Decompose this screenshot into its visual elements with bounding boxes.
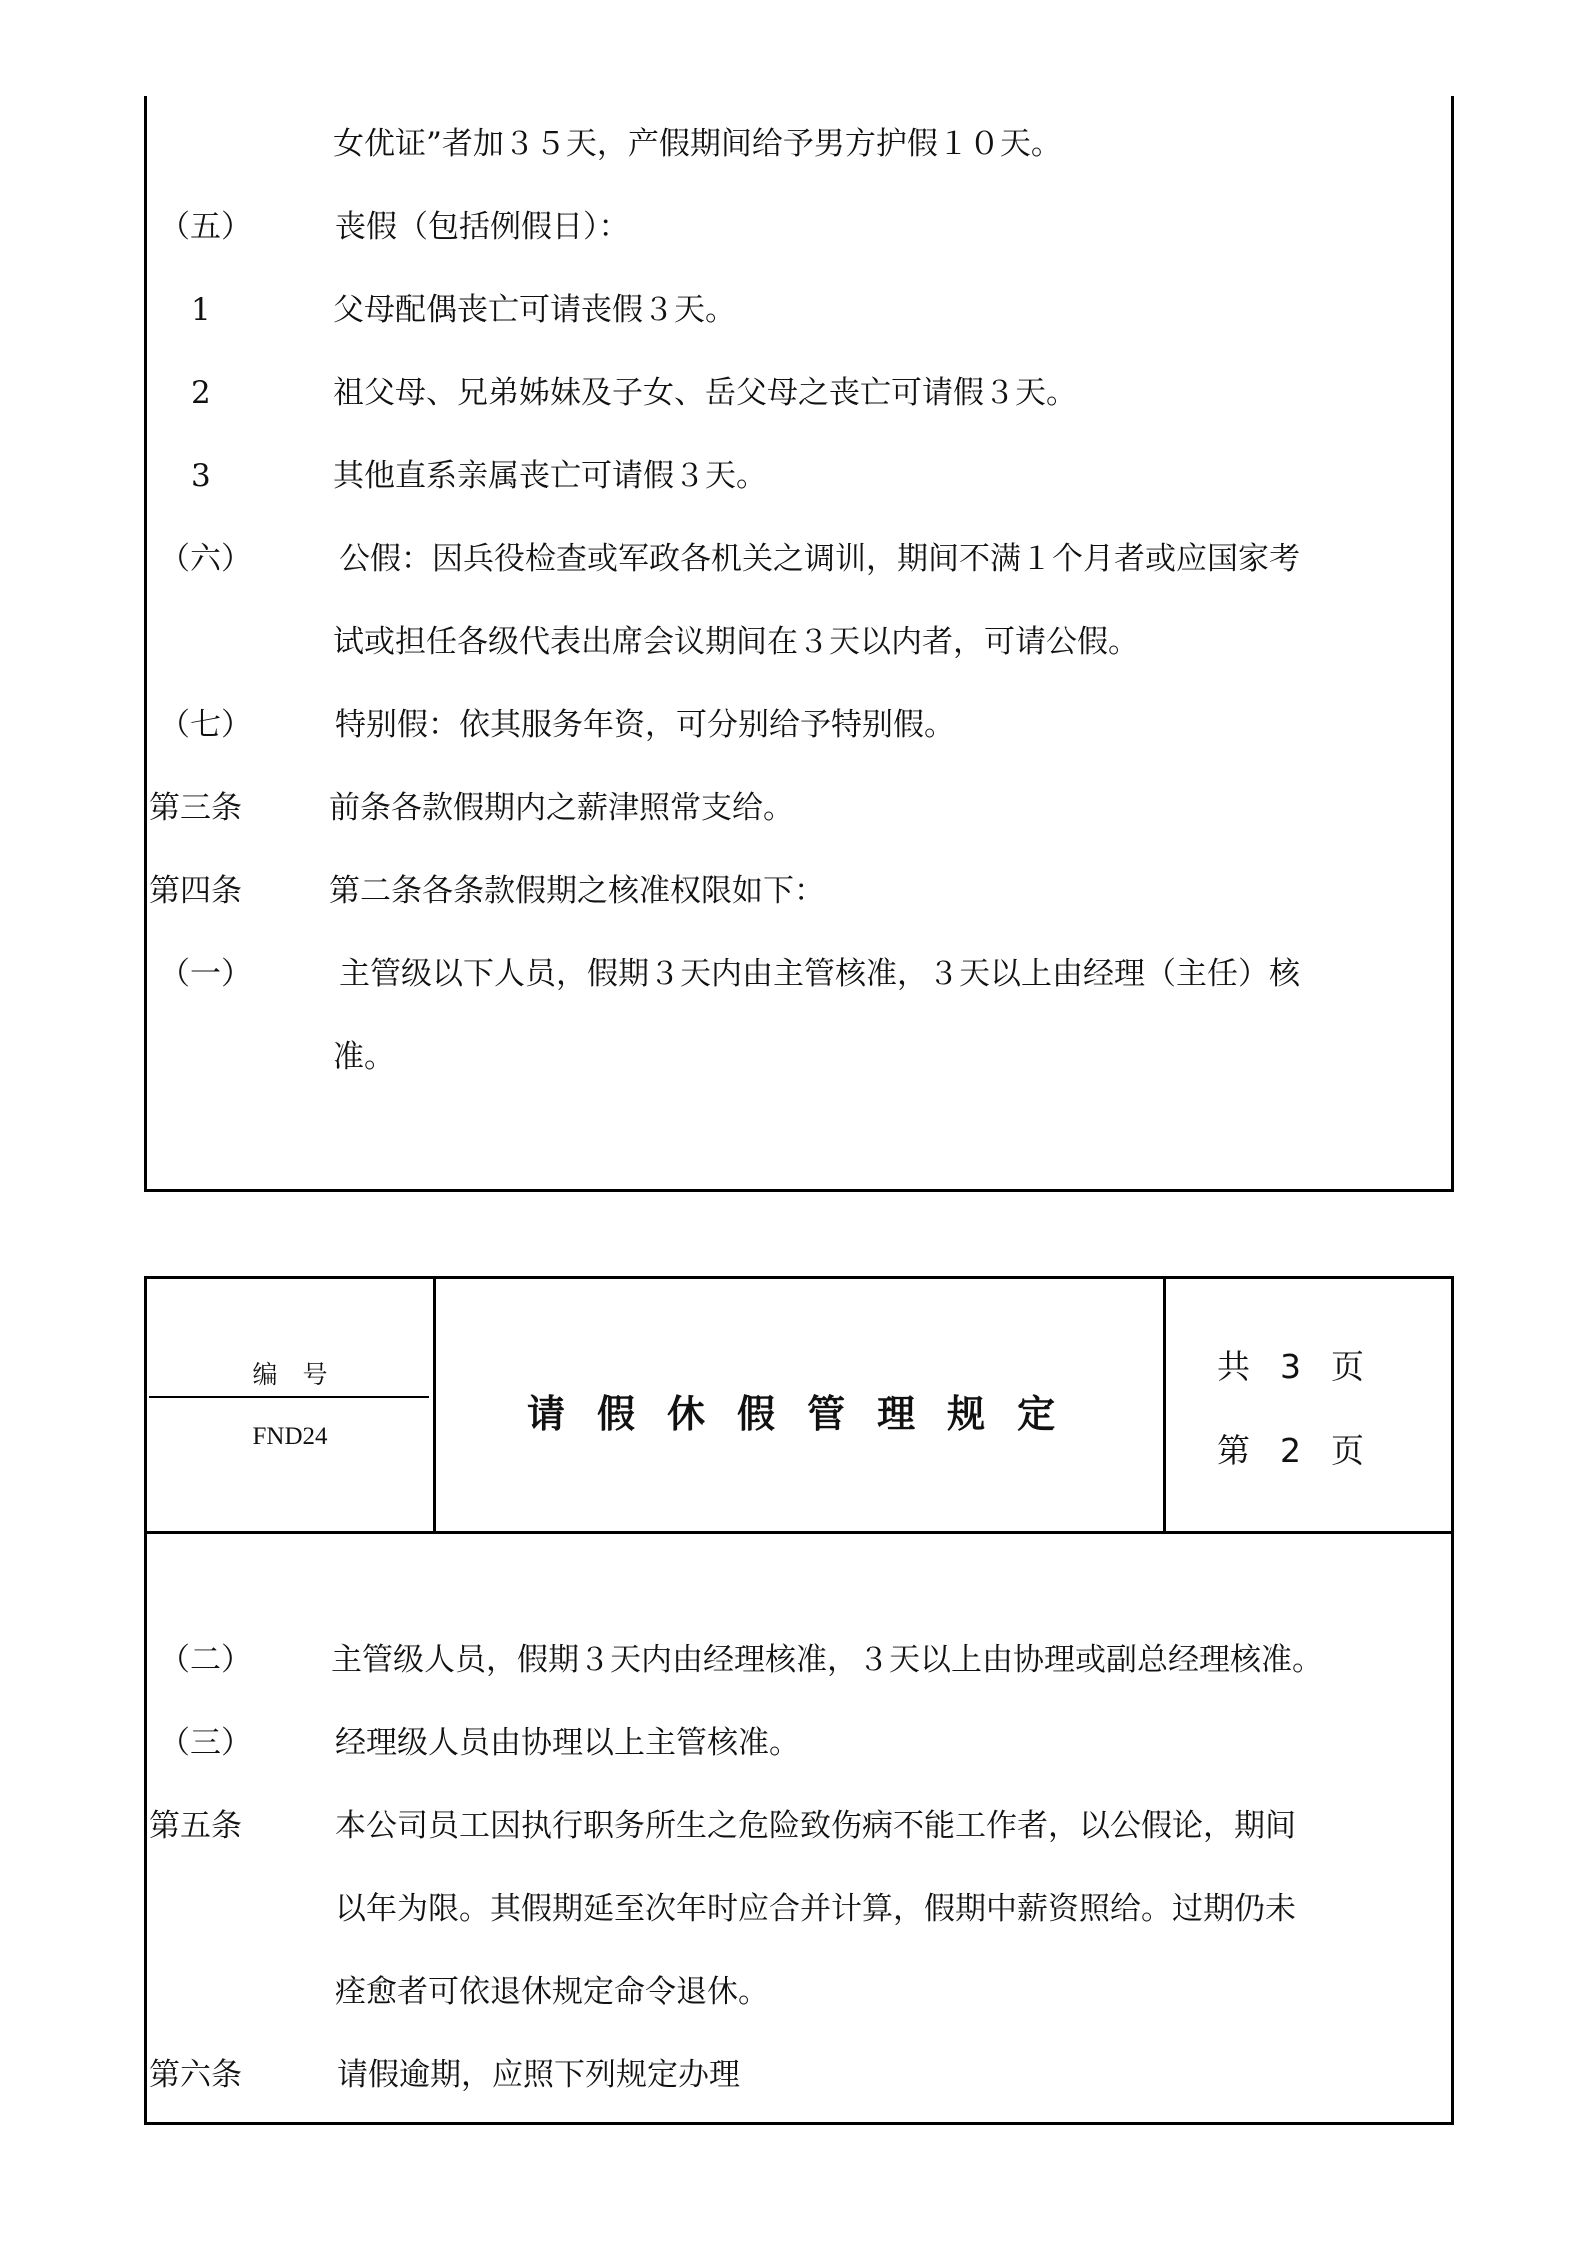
row-text: 公假：因兵役检查或军政各机关之调训，期间不满１个月者或应国家考 (339, 541, 1300, 577)
text-row (147, 456, 1451, 496)
row-text: 主管级以下人员，假期３天内由主管核准，３天以上由经理（主任）核 (339, 956, 1300, 992)
code-divider (149, 1396, 429, 1398)
row-text: 经理级人员由协理以上主管核准。 (335, 1725, 800, 1761)
row-text: 其他直系亲属丧亡可请假３天。 (333, 458, 767, 494)
row-text: 祖父母、兄弟姊妹及子女、岳父母之丧亡可请假３天。 (333, 375, 1077, 411)
document-code-label: 编 号 (252, 1360, 328, 1389)
text-row (147, 954, 1451, 994)
title-char: 休 (667, 1392, 706, 1436)
row-label: 第三条 (149, 790, 242, 826)
title-char: 理 (877, 1392, 916, 1436)
row-label: （七） (159, 707, 252, 743)
document-title (527, 1383, 1087, 1438)
row-text: 女优证”者加３５天，产假期间给予男方护假１０天。 (333, 126, 1062, 162)
row-label: 第五条 (149, 1808, 242, 1844)
text-row (147, 705, 1451, 745)
row-text: 本公司员工因执行职务所生之危险致伤病不能工作者，以公假论，期间 (335, 1808, 1296, 1844)
page-suffix: 页 (1331, 1347, 1364, 1386)
title-char: 请 (527, 1392, 566, 1436)
current-page-prefix: 第 (1217, 1431, 1250, 1470)
header-divider (433, 1279, 436, 1534)
text-row (147, 1037, 1451, 1077)
row-text: 特别假：依其服务年资，可分别给予特别假。 (335, 707, 955, 743)
title-char: 管 (807, 1392, 846, 1436)
row-label: 1 (191, 292, 211, 328)
text-row (147, 1640, 1451, 1680)
row-label: （三） (159, 1725, 252, 1761)
row-label: （一） (159, 956, 252, 992)
text-row (147, 2055, 1451, 2095)
text-row (147, 373, 1451, 413)
content-box-bottom (144, 1276, 1454, 2125)
text-row (147, 124, 1451, 164)
title-char: 假 (597, 1392, 636, 1436)
text-row (147, 1889, 1451, 1929)
total-pages (1217, 1341, 1364, 1388)
text-row (147, 207, 1451, 247)
row-label: （五） (159, 209, 252, 245)
header-divider (1163, 1279, 1166, 1534)
text-row (147, 1972, 1451, 2012)
row-text: 第二条各条款假期之核准权限如下： (329, 873, 825, 909)
page-suffix: 页 (1331, 1431, 1364, 1470)
row-text: 主管级人员，假期３天内由经理核准，３天以上由协理或副总经理核准。 (331, 1642, 1323, 1678)
row-label: 第四条 (149, 873, 242, 909)
title-char: 定 (1017, 1392, 1056, 1436)
text-row (147, 290, 1451, 330)
row-label: 3 (191, 458, 211, 494)
content-box-top (144, 96, 1454, 1192)
total-pages-prefix: 共 (1217, 1347, 1250, 1386)
title-char: 规 (947, 1392, 986, 1436)
total-pages-value: 3 (1280, 1347, 1301, 1386)
row-text: 丧假（包括例假日）： (335, 209, 630, 245)
text-row (147, 539, 1451, 579)
row-text: 前条各款假期内之薪津照常支给。 (329, 790, 794, 826)
text-row (147, 871, 1451, 911)
text-row (147, 788, 1451, 828)
row-text: 父母配偶丧亡可请丧假３天。 (333, 292, 736, 328)
row-text: 准。 (333, 1039, 395, 1075)
current-page (1217, 1425, 1364, 1472)
row-text: 请假逾期，应照下列规定办理 (337, 2057, 740, 2093)
text-row (147, 622, 1451, 662)
row-label: （六） (159, 541, 252, 577)
row-label: 2 (191, 375, 211, 411)
row-label: （二） (159, 1642, 252, 1678)
row-text: 试或担任各级代表出席会议期间在３天以内者，可请公假。 (333, 624, 1139, 660)
row-text: 以年为限。其假期延至次年时应合并计算，假期中薪资照给。过期仍未 (335, 1891, 1296, 1927)
row-label: 第六条 (149, 2057, 242, 2093)
text-row (147, 1806, 1451, 1846)
current-page-value: 2 (1280, 1431, 1301, 1470)
document-code-value: FND24 (252, 1423, 328, 1450)
header-bottom-line (147, 1531, 1451, 1534)
text-row (147, 1723, 1451, 1763)
row-text: 痊愈者可依退休规定命令退休。 (335, 1974, 769, 2010)
title-char: 假 (737, 1392, 776, 1436)
